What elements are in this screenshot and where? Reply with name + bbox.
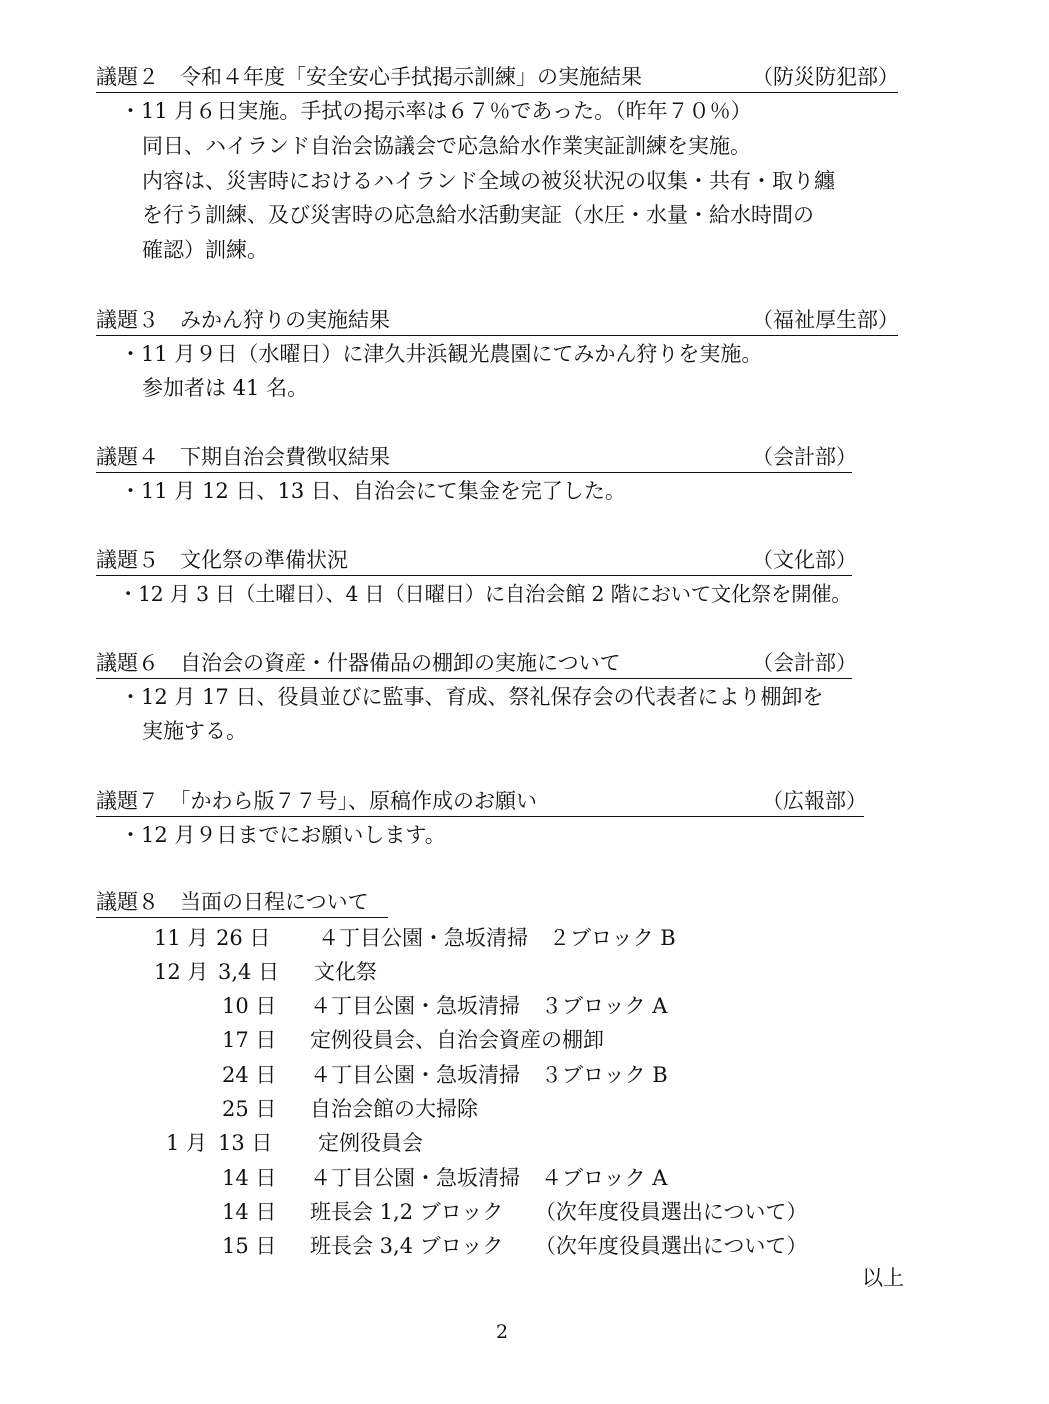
agenda-title: 議題６ 自治会の資産・什器備品の棚卸の実施について bbox=[96, 651, 621, 675]
schedule-row bbox=[0, 923, 1049, 953]
schedule-row bbox=[0, 1025, 1049, 1055]
agenda-title: 議題２ 令和４年度「安全安心手拭掲示訓練」の実施結果 bbox=[96, 65, 642, 89]
schedule-row bbox=[0, 1128, 1049, 1158]
schedule-day: 3,4 日 bbox=[218, 960, 280, 984]
agenda-heading bbox=[96, 62, 898, 93]
schedule-row bbox=[0, 1094, 1049, 1124]
schedule-day: 24 日 bbox=[222, 1063, 277, 1087]
agenda-line: ・12 月９日までにお願いします。 bbox=[120, 823, 446, 847]
agenda-line: 内容は、災害時におけるハイランド全域の被災状況の収集・共有・取り纏 bbox=[142, 169, 835, 193]
agenda-title: 議題３ みかん狩りの実施結果 bbox=[96, 308, 390, 332]
schedule-row bbox=[0, 991, 1049, 1021]
agenda-line: ・12 月 3 日（土曜日）、4 日（日曜日）に自治会館 2 階において文化祭を開催。 bbox=[118, 582, 852, 606]
agenda-dept: （福祉厚生部） bbox=[752, 308, 899, 332]
schedule-row bbox=[0, 1231, 1049, 1261]
agenda-line: 実施する。 bbox=[142, 719, 247, 743]
schedule-event: ４丁目公園・急坂清掃 ２ブロック B bbox=[318, 926, 676, 950]
schedule-day: 17 日 bbox=[222, 1028, 277, 1052]
agenda-line: 同日、ハイランド自治会協議会で応急給水作業実証訓練を実施。 bbox=[142, 134, 751, 158]
schedule-event: 定例役員会 bbox=[318, 1131, 423, 1155]
schedule-row bbox=[0, 1163, 1049, 1193]
schedule-day: 14 日 bbox=[222, 1200, 277, 1224]
schedule-row bbox=[0, 957, 1049, 987]
schedule-month: 1 月 bbox=[166, 1131, 208, 1155]
agenda-dept: （防災防犯部） bbox=[752, 65, 899, 89]
schedule-event: ４丁目公園・急坂清掃 ４ブロック A bbox=[310, 1166, 668, 1190]
schedule-event: 自治会館の大掃除 bbox=[310, 1097, 478, 1121]
agenda-line: 参加者は 41 名。 bbox=[142, 376, 309, 400]
agenda-line: を行う訓練、及び災害時の応急給水活動実証（水圧・水量・給水時間の bbox=[142, 203, 814, 227]
agenda-dept: （文化部） bbox=[752, 548, 857, 572]
schedule-row bbox=[0, 1197, 1049, 1227]
schedule-day: 13 日 bbox=[218, 1131, 273, 1155]
schedule-event: ４丁目公園・急坂清掃 ３ブロック B bbox=[310, 1063, 668, 1087]
agenda-dept: （広報部） bbox=[762, 789, 867, 813]
agenda-line: ・12 月 17 日、役員並びに監事、育成、祭礼保存会の代表者により棚卸を bbox=[120, 685, 824, 709]
schedule-day: 10 日 bbox=[222, 994, 277, 1018]
schedule-event: 文化祭 bbox=[314, 960, 377, 984]
schedule-event: ４丁目公園・急坂清掃 ３ブロック A bbox=[310, 994, 668, 1018]
agenda-heading bbox=[96, 887, 388, 918]
agenda-heading bbox=[96, 305, 898, 336]
closing-text: 以上 bbox=[862, 1266, 904, 1290]
agenda-title: 議題４ 下期自治会費徴収結果 bbox=[96, 445, 390, 469]
schedule-event: 定例役員会、自治会資産の棚卸 bbox=[310, 1028, 604, 1052]
agenda-heading bbox=[96, 545, 857, 576]
schedule-day: 15 日 bbox=[222, 1234, 277, 1258]
schedule-day: 14 日 bbox=[222, 1166, 277, 1190]
agenda-dept: （会計部） bbox=[752, 651, 857, 675]
agenda-dept: （会計部） bbox=[752, 445, 857, 469]
agenda-line: ・11 月９日（水曜日）に津久井浜観光農園にてみかん狩りを実施。 bbox=[120, 342, 763, 366]
agenda-heading bbox=[96, 648, 857, 679]
schedule-event: 班長会 1,2 ブロック （次年度役員選出について） bbox=[310, 1200, 808, 1224]
schedule-month: 12 月 bbox=[154, 960, 209, 984]
agenda-title: 議題７ 「かわら版７７号」、原稿作成のお願い bbox=[96, 789, 537, 813]
schedule-day: 25 日 bbox=[222, 1097, 277, 1121]
schedule-event: 班長会 3,4 ブロック （次年度役員選出について） bbox=[310, 1234, 808, 1258]
agenda-line: ・11 月６日実施。手拭の掲示率は６７％であった。（昨年７０％） bbox=[120, 99, 752, 123]
agenda-line: ・11 月 12 日、13 日、自治会にて集金を完了した。 bbox=[120, 479, 626, 503]
agenda-title: 議題５ 文化祭の準備状況 bbox=[96, 548, 348, 572]
schedule-month: 11 月 bbox=[154, 926, 209, 950]
page-number: 2 bbox=[496, 1321, 509, 1343]
agenda-line: 確認）訓練。 bbox=[142, 238, 268, 262]
agenda-title: 議題８ 当面の日程について bbox=[96, 890, 369, 914]
agenda-heading bbox=[96, 442, 857, 473]
agenda-heading bbox=[96, 786, 867, 817]
schedule-row bbox=[0, 1060, 1049, 1090]
schedule-day: 26 日 bbox=[216, 926, 271, 950]
